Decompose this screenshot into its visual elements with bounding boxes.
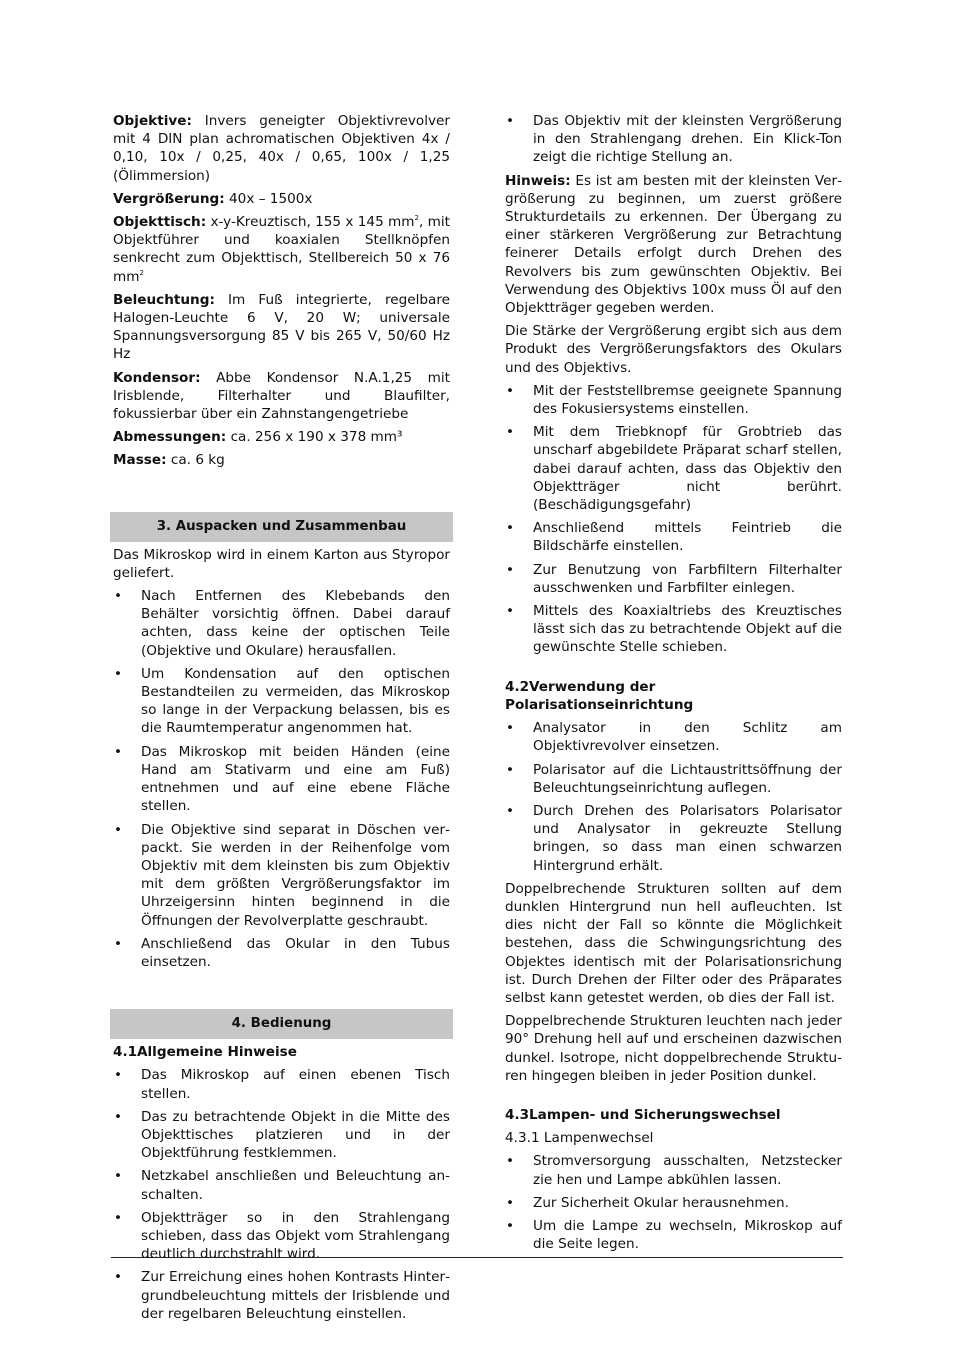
list-item: • Zur Sicherheit Okular herausnehmen. <box>505 1194 842 1212</box>
spec-text: , mit Objektführer und koaxialen Stellknöpfen senkrecht zum Objekttisch, Stellbereich 50 x 76 mm <box>113 214 450 285</box>
staerke-paragraph: Die Stärke der Vergrößerung ergibt sich aus dem Produkt des Vergrößerungsfaktors des Okulars und des Objektivs. <box>505 323 842 376</box>
subsection-title: Verwendung der Polarisationseinrichtung <box>505 678 694 713</box>
spec-label: Vergrößerung: <box>113 190 225 207</box>
spec-objekttisch <box>113 213 450 286</box>
list-item: • Mit dem Triebknopf für Grobtrieb das unscharf abgebildete Präparat scharf stellen, dabei darauf achten, dass das Objektiv den Objektträger nicht berührt. (Beschädigungsgefahr) <box>505 423 842 514</box>
list-item: • Netzkabel anschließen und Beleuchtung anschalten. <box>113 1167 450 1203</box>
list-item: • Das Mikroskop auf einen ebenen Tisch stellen. <box>113 1066 450 1102</box>
section-heading-3: 3. Auspacken und Zusammenbau <box>110 512 453 542</box>
subsection-heading-4-1 <box>113 1043 450 1061</box>
right-top-list <box>505 112 842 167</box>
spec-text: x-y-Kreuztisch, 155 x 145 mm <box>206 214 415 231</box>
list-item: • Mittels des Koaxialtriebs des Kreuztisches lässt sich das zu betrachtende Objekt auf die gewünschte Stelle schieben. <box>505 602 842 657</box>
list-item: • Anschließend das Okular in den Tubus einsetzen. <box>113 935 450 971</box>
spec-label: Beleuchtung: <box>113 291 215 308</box>
left-column <box>113 112 450 1328</box>
subsection-number: 4.1 <box>113 1044 138 1061</box>
list-item: • Um Kondensation auf den optischen Bestandteilen zu vermeiden, das Mikroskop so lange in der Verpackung belassen, bis es die Raumtemperatur angenommen hat. <box>113 665 450 738</box>
section3-list <box>113 587 450 971</box>
list-item: • Das Objektiv mit der kleinsten Vergrößerung in den Strahlengang drehen. Ein Klick-Ton zeigt die richtige Stellung an. <box>505 112 842 167</box>
list-item: • Nach Entfernen des Klebebands den Behälter vorsichtig öffnen. Dabei darauf achten, dass keine der optischen Teile (Objektive und Okulare) herausfallen. <box>113 587 450 660</box>
spec-text: ca. 6 kg <box>166 452 225 469</box>
polarisation-paragraph-2: Doppelbrechende Strukturen leuchten nach jeder 90° Drehung hell auf und erscheinen dazwischen dunkel. Isotrope, nicht doppelbrechende Strukturen hingegen bleiben in jeder Position dunkel. <box>505 1013 842 1084</box>
spec-abmessungen <box>113 428 450 446</box>
list-item: • Mit der Feststellbremse geeignete Spannung des Fokusiersystems einstellen. <box>505 382 842 418</box>
spec-label: Objektive: <box>113 113 192 129</box>
spec-label: Abmessungen: <box>113 429 227 446</box>
spec-text: Invers geneigter Objektivrevolver mit 4 DIN plan achromatischen Objektiven 4x / 0,10, 10x / 0,25, 40x / 0,65, 100x / 1,25 (Ölimmersion) <box>113 113 450 184</box>
spec-vergroesserung <box>113 190 450 208</box>
footer-rule <box>111 1257 843 1258</box>
list-item: • Objektträger so in den Strahlengang schieben, dass das Objekt vom Strahlengang deutlich durchstrahlt wird. <box>113 1209 450 1264</box>
section4-3-list <box>505 1152 842 1253</box>
spec-kondensor <box>113 369 450 424</box>
subsection-number: 4.3 <box>505 1106 530 1123</box>
spec-masse <box>113 451 450 469</box>
hinweis-text: Es ist am besten mit der kleinsten Vergrößerung zu beginnen, um zuerst größere Strukturdetails zu erkennen. Der Übergang zu einer stärkeren Vergrößerung zur Betrachtung feinerer Details erfolgt durch Drehen des Revolvers bis zum gewünschten Objektiv. Bei Verwendung des Objektivs 100x muss Öl auf den Objektträger gegeben werden. <box>505 172 842 317</box>
spec-text: Im Fuß integrierte, regelbare Halogen-Leuchte 6 V, 20 W; universale Spannungsversorgung 85 V bis 265 V, 50/60 Hz Hz <box>113 291 450 363</box>
list-item: • Anschließend mittels Feintrieb die Bildschärfe einstellen. <box>505 519 842 555</box>
section4-1-list <box>113 1066 450 1323</box>
subsection-number: 4.2 <box>505 678 530 695</box>
list-item: • Das Mikroskop mit beiden Händen (eine Hand am Stativarm und eine am Fuß) entnehmen und auf eine ebene Fläche stellen. <box>113 743 450 816</box>
spec-beleuchtung <box>113 291 450 364</box>
list-item: • Polarisator auf die Lichtaustrittsöffnung der Beleuchtungseinrichtung auflegen. <box>505 761 842 797</box>
spec-text: ca. 256 x 190 x 378 mm³ <box>226 429 403 446</box>
list-item: • Stromversorgung ausschalten, Netzstecker zie hen und Lampe abkühlen lassen. <box>505 1152 842 1188</box>
list-item: • Zur Erreichung eines hohen Kontrasts Hintergrundbeleuchtung mittels der Irisblende und der regelbaren Beleuchtung einstellen. <box>113 1268 450 1323</box>
spec-label: Masse: <box>113 452 167 469</box>
list-item: • Die Objektive sind separat in Döschen verpackt. Sie werden in der Reihenfolge vom Objektiv mit dem kleinsten bis zum Objektiv mit dem größten Vergrößerungsfaktor im Uhrzeigersinn hinten beginnend in die Öffnungen der Revolverplatte geschraubt. <box>113 821 450 930</box>
superscript: 2 <box>139 268 144 277</box>
section-heading-4: 4. Bedienung <box>110 1009 453 1039</box>
spec-label: Objekttisch: <box>113 214 207 231</box>
spec-objektive <box>113 112 450 185</box>
spec-label: Kondensor: <box>113 369 201 386</box>
subsubsection-heading-4-3-1: 4.3.1 Lampenwechsel <box>505 1130 654 1147</box>
hinweis-label: Hinweis: <box>505 172 571 189</box>
list-item: • Durch Drehen des Polarisators Polarisator und Analysator in gekreuzte Stellung bringen, so dass man einen schwarzen Hintergrund erhält. <box>505 802 842 875</box>
list-item: • Zur Benutzung von Farbfiltern Filterhalter ausschwenken und Farbfilter einlegen. <box>505 561 842 597</box>
section4-2-list <box>505 719 842 875</box>
right-mid-list <box>505 382 842 657</box>
spec-text: 40x – 1500x <box>224 190 313 207</box>
subsection-heading-4-2 <box>505 678 842 714</box>
spec-text: Abbe Kondensor N.A.1,25 mit Irisblende, Filterhalter und Blaufilter, fokussierbar über ein Zahnstangengetriebe <box>113 369 450 423</box>
subsection-title: Lampen- und Sicherungswechsel <box>529 1106 781 1123</box>
list-item: • Um die Lampe zu wechseln, Mikroskop auf die Seite legen. <box>505 1217 842 1253</box>
polarisation-paragraph-1: Doppelbrechende Strukturen sollten auf dem dunklen Hintergrund nun hell aufleuchten. Ist dies nicht der Fall so könnte die Möglichkeit bestehen, dass die Schwingungsrichtung des Objektes identisch mit der Polarisationsrichung ist. Durch Drehen der Filter oder des Präparates selbst kann getestet werden, ob dies der Fall ist. <box>505 880 842 1006</box>
list-item: • Analysator in den Schlitz am Objektivrevolver einsetzen. <box>505 719 842 755</box>
subsection-title: Allgemeine Hinweise <box>137 1044 297 1061</box>
right-column <box>505 112 842 1258</box>
list-item: • Das zu betrachtende Objekt in die Mitte des Objekttisches platzieren und in der Objektführung festklemmen. <box>113 1108 450 1163</box>
section3-intro: Das Mikroskop wird in einem Karton aus Styropor geliefert. <box>113 546 450 581</box>
hinweis-paragraph <box>505 172 842 318</box>
superscript: 2 <box>414 214 419 223</box>
subsection-heading-4-3 <box>505 1106 842 1124</box>
